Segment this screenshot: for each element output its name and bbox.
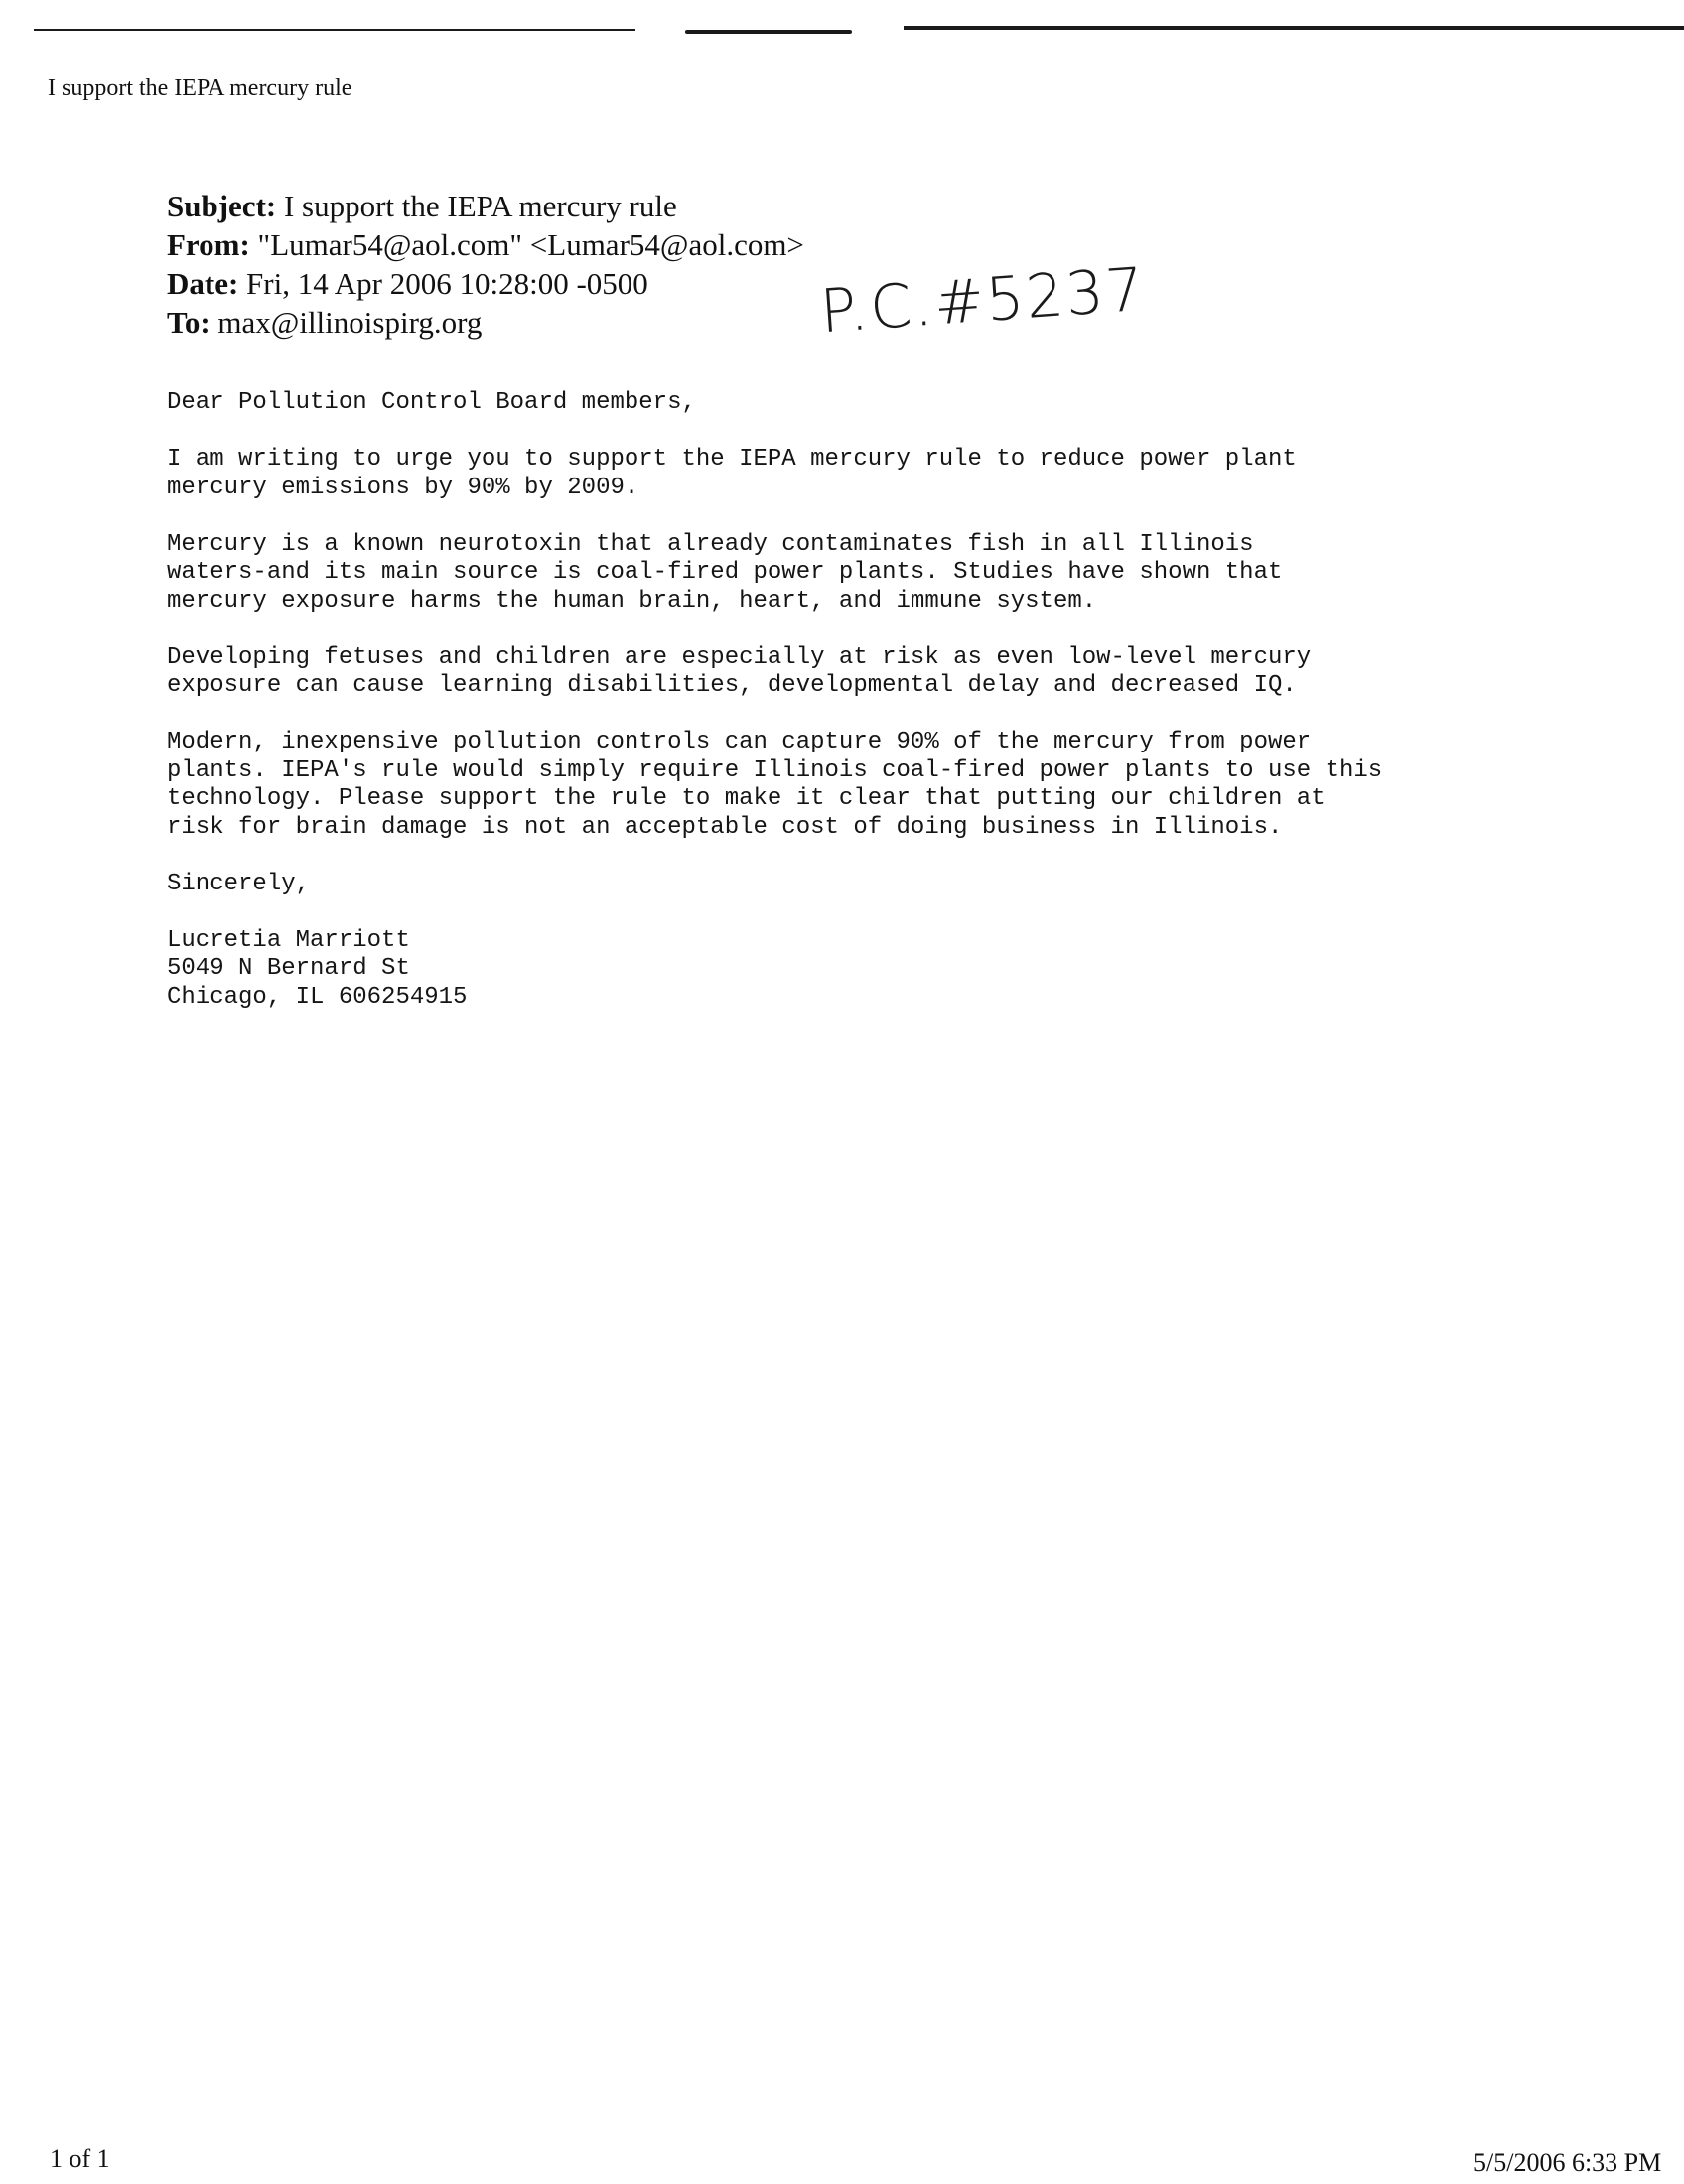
- to-label: To:: [167, 305, 210, 340]
- signature-name: Lucretia Marriott: [167, 926, 410, 954]
- from-row: [167, 225, 804, 264]
- to-value: max@illinoispirg.org: [217, 305, 483, 340]
- page-count: 1 of 1: [50, 2144, 110, 2173]
- top-divider-line: [904, 26, 1684, 30]
- top-divider-line: [685, 30, 852, 34]
- to-row: [167, 303, 804, 341]
- closing: Sincerely,: [167, 870, 311, 897]
- body-paragraph: Modern, inexpensive pollution controls can capture 90% of the mercury from power plants. IEPA's rule would simply require Illinois coal-fired power plants to use this technology. Please support the rule to make it clear that putting our children at risk for brain damage is not an acceptable cost of doing business in Illinois.: [167, 729, 1383, 841]
- subject-label: Subject:: [167, 189, 277, 223]
- body-paragraph: Mercury is a known neurotoxin that already contaminates fish in all Illinois waters-and its main source is coal-fired power plants. Studies have shown that mercury exposure harms the human brain, heart, and immune system.: [167, 530, 1283, 614]
- signature-block: [167, 927, 1382, 1013]
- email-headers: [167, 187, 804, 341]
- greeting: Dear Pollution Control Board members,: [167, 389, 696, 416]
- date-label: Date:: [167, 266, 239, 301]
- top-divider-line: [34, 29, 635, 31]
- page-title: I support the IEPA mercury rule: [48, 75, 352, 101]
- from-label: From:: [167, 227, 250, 262]
- print-timestamp: 5/5/2006 6:33 PM: [1474, 2148, 1662, 2177]
- handwritten-pc-number: P.C.#5237: [817, 254, 1148, 347]
- date-row: [167, 264, 804, 303]
- date-value: Fri, 14 Apr 2006 10:28:00 -0500: [246, 266, 648, 301]
- email-body: [167, 389, 1382, 1012]
- body-paragraph: Developing fetuses and children are especially at risk as even low-level mercury exposure can cause learning disabilities, developmental delay and decreased IQ.: [167, 643, 1312, 699]
- subject-value: I support the IEPA mercury rule: [283, 189, 677, 223]
- signature-city: Chicago, IL 606254915: [167, 983, 468, 1011]
- signature-street: 5049 N Bernard St: [167, 955, 410, 982]
- from-value: "Lumar54@aol.com" <Lumar54@aol.com>: [257, 227, 804, 262]
- body-paragraph: I am writing to urge you to support the IEPA mercury rule to reduce power plant mercury emissions by 90% by 2009.: [167, 446, 1297, 501]
- subject-row: [167, 187, 804, 225]
